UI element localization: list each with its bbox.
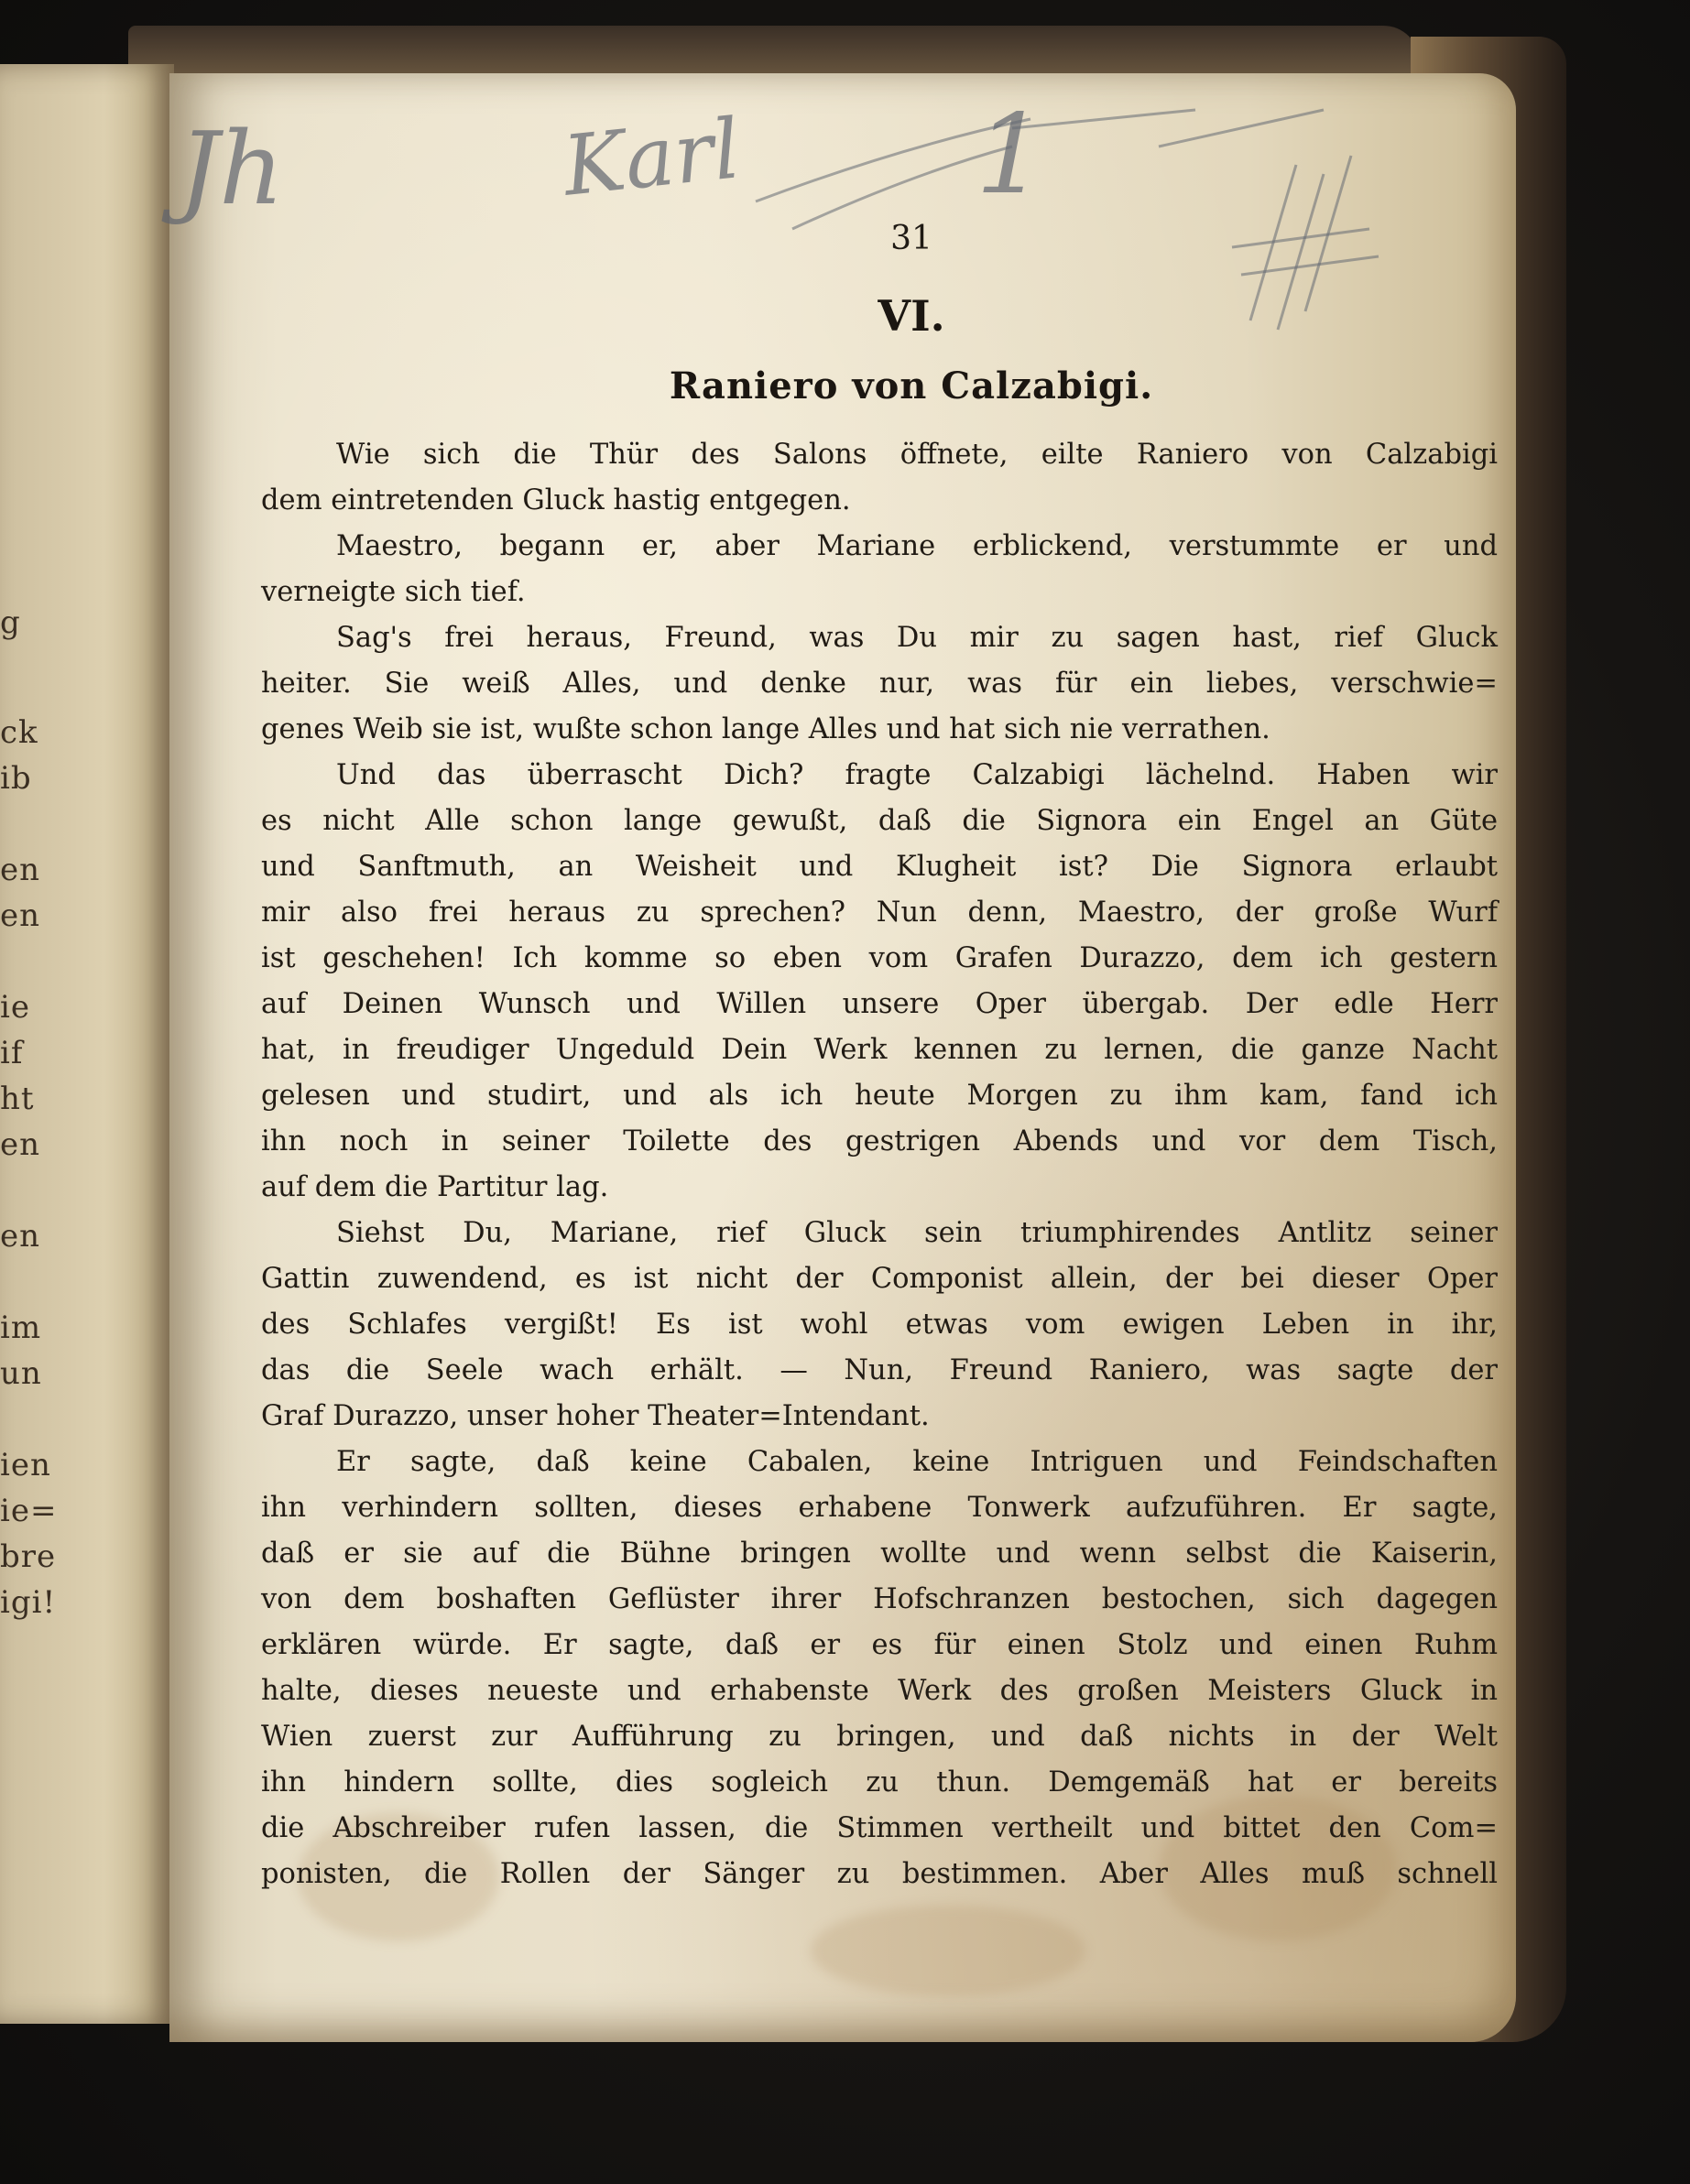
text-line: erklären würde. Er sagte, daß er es für einen Stolz und einen Ruhm — [261, 1629, 1498, 1661]
chapter-title: Raniero von Calzabigi. — [669, 364, 1154, 407]
left-page-text-fragment: ien — [0, 1447, 51, 1483]
text-line: Gattin zuwendend, es ist nicht der Componist allein, der bei dieser Oper — [261, 1263, 1498, 1295]
left-page-text-fragment: ib — [0, 760, 32, 797]
book-page — [169, 73, 1516, 2042]
text-line: Wien zuerst zur Aufführung zu bringen, und daß nichts in der Welt — [261, 1721, 1498, 1753]
text-line: ponisten, die Rollen der Sänger zu bestimmen. Aber Alles muß schnell — [261, 1858, 1498, 1890]
text-line: hat, in freudiger Ungeduld Dein Werk kennen zu lernen, die ganze Nacht — [261, 1034, 1498, 1066]
text-line: gelesen und studirt, und als ich heute Morgen zu ihm kam, fand ich — [261, 1080, 1498, 1112]
chapter-number: VI. — [878, 291, 945, 341]
text-line: ist geschehen! Ich komme so eben vom Grafen Durazzo, dem ich gestern — [261, 942, 1498, 974]
text-line: verneigte sich tief. — [261, 576, 526, 608]
text-line: das die Seele wach erhält. — Nun, Freund Raniero, was sagte der — [261, 1354, 1498, 1386]
left-page-text-fragment: if — [0, 1035, 24, 1071]
left-page-text-fragment: en — [0, 1126, 41, 1163]
left-page-text-fragment: ie — [0, 989, 30, 1026]
left-page-text-fragment: un — [0, 1355, 42, 1392]
text-line: des Schlafes vergißt! Es ist wohl etwas vom ewigen Leben in ihr, — [261, 1309, 1498, 1341]
text-line: auf Deinen Wunsch und Willen unsere Oper übergab. Der edle Herr — [261, 988, 1498, 1020]
text-line: halte, dieses neueste und erhabenste Werk des großen Meisters Gluck in — [261, 1675, 1498, 1707]
text-line: Siehst Du, Mariane, rief Gluck sein triumphirendes Antlitz seiner — [336, 1217, 1498, 1249]
left-page-text-fragment: ie= — [0, 1493, 58, 1529]
left-page-text-fragment: en — [0, 1218, 41, 1255]
page-number: 31 — [890, 220, 932, 257]
text-line: ihn noch in seiner Toilette des gestrigen Abends und vor dem Tisch, — [261, 1125, 1498, 1157]
body-text — [261, 432, 1498, 1897]
text-line: daß er sie auf die Bühne bringen wollte und wenn selbst die Kaiserin, — [261, 1537, 1498, 1570]
text-line: ihn verhindern sollten, dieses erhabene Tonwerk aufzuführen. Er sagte, — [261, 1492, 1498, 1524]
text-line: Sag's frei heraus, Freund, was Du mir zu sagen hast, rief Gluck — [336, 622, 1498, 654]
text-line: Er sagte, daß keine Cabalen, keine Intriguen und Feindschaften — [336, 1446, 1498, 1478]
text-line: und Sanftmuth, an Weisheit und Klugheit ist? Die Signora erlaubt — [261, 851, 1498, 883]
text-line: Wie sich die Thür des Salons öffnete, eilte Raniero von Calzabigi — [336, 439, 1498, 471]
text-line: auf dem die Partitur lag. — [261, 1171, 609, 1203]
left-facing-page — [0, 64, 174, 2024]
pencil-annotation-center: Karl — [559, 101, 745, 215]
left-page-text-fragment: ck — [0, 714, 38, 751]
left-page-text-fragment: g — [0, 604, 21, 641]
text-line: dem eintretenden Gluck hastig entgegen. — [261, 484, 851, 516]
text-line: Graf Durazzo, unser hoher Theater=Intendant. — [261, 1400, 930, 1432]
text-line: die Abschreiber rufen lassen, die Stimmen vertheilt und bittet den Com= — [261, 1812, 1498, 1844]
text-line: genes Weib sie ist, wußte schon lange Alles und hat sich nie verrathen. — [261, 713, 1270, 745]
text-line: von dem boshaften Geflüster ihrer Hofschranzen bestochen, sich dagegen — [261, 1583, 1498, 1615]
book-cover-edge — [128, 26, 1420, 81]
left-page-text-fragment: igi! — [0, 1584, 57, 1621]
text-line: Und das überrascht Dich? fragte Calzabigi lächelnd. Haben wir — [336, 759, 1498, 791]
left-page-text-fragment: en — [0, 897, 41, 934]
pencil-annotation-top-left: Jh — [179, 110, 284, 227]
left-page-text-fragment: en — [0, 852, 41, 888]
left-page-text-fragment: ht — [0, 1081, 35, 1117]
text-line: mir also frei heraus zu sprechen? Nun denn, Maestro, der große Wurf — [261, 896, 1498, 929]
stain — [811, 1905, 1085, 1996]
pencil-annotation-right: 1 — [976, 92, 1046, 219]
text-line: es nicht Alle schon lange gewußt, daß die Signora ein Engel an Güte — [261, 805, 1498, 837]
left-page-text-fragment: bre — [0, 1538, 57, 1575]
text-line: Maestro, begann er, aber Mariane erblickend, verstummte er und — [336, 530, 1498, 562]
text-line: ihn hindern sollte, dies sogleich zu thun. Demgemäß hat er bereits — [261, 1766, 1498, 1798]
left-page-text-fragment: im — [0, 1309, 42, 1346]
text-line: heiter. Sie weiß Alles, und denke nur, was für ein liebes, verschwie= — [261, 668, 1498, 700]
